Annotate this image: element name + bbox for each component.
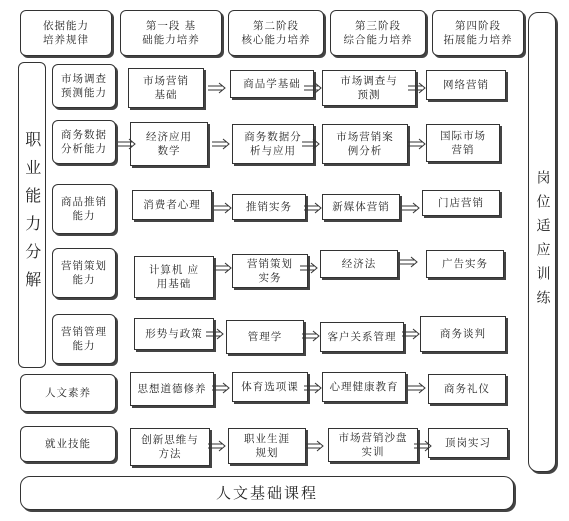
competency-group-box — [18, 62, 46, 368]
row-6-label: 人文素养 — [20, 374, 116, 412]
row-1-stage-4: 网络营销 — [426, 70, 506, 100]
arrow-r7-a — [208, 441, 225, 451]
row-5-label: 营销管理 能力 — [52, 314, 116, 364]
row-7-label: 就业技能 — [20, 426, 116, 462]
row-1-stage-3: 市场调查与 预测 — [322, 70, 416, 106]
row-5-stage-4: 商务谈判 — [420, 316, 506, 352]
arrow-r3-c — [402, 203, 419, 213]
competency-group-label: 职业能力分解 — [22, 131, 42, 299]
row-2-label: 商务数据 分析能力 — [52, 120, 116, 164]
row-2-stage-1: 经济应用 数学 — [130, 122, 208, 166]
row-5-stage-2: 管理学 — [226, 320, 304, 354]
row-6-stage-2: 体育选项课 — [232, 372, 308, 402]
row-7-stage-3: 市场营销沙盘 实训 — [328, 428, 418, 462]
post-adaptation-box — [528, 12, 556, 472]
row-1-label: 市场调查 预测能力 — [52, 64, 116, 108]
stage-1-header: 第一段 基 础能力培养 — [120, 10, 222, 56]
arrow-r4-c — [400, 257, 417, 267]
row-5-stage-1: 形势与政策 — [134, 318, 214, 350]
arrow-r5-b — [302, 331, 319, 341]
arrow-r6-a — [212, 383, 229, 393]
row-4-label: 营销策划 能力 — [52, 248, 116, 298]
arrow-r3-a — [214, 203, 231, 213]
arrow-r5-c — [402, 329, 419, 339]
row-1-stage-2: 商品学基础 — [230, 70, 314, 98]
row-5-stage-3: 客户关系管理 — [320, 322, 404, 352]
row-3-stage-1: 消费者心理 — [132, 190, 212, 220]
stage-3-header: 第三阶段 综合能力培养 — [330, 10, 426, 56]
footer-foundation-courses: 人文基础课程 — [20, 476, 514, 510]
row-6-stage-3: 心理健康教育 — [322, 372, 406, 402]
row-3-stage-4: 门店营销 — [422, 190, 500, 216]
row-7-stage-4: 顶岗实习 — [428, 428, 508, 458]
row-1-stage-1: 市场营销 基础 — [128, 68, 204, 108]
row-4-stage-3: 经济法 — [320, 250, 398, 278]
row-3-label: 商品推销 能力 — [52, 184, 116, 234]
row-7-stage-2: 职业生涯 规划 — [228, 428, 306, 464]
row-2-stage-3: 市场营销案 例分析 — [322, 124, 408, 164]
arrow-r2-a — [212, 139, 229, 149]
row-6-stage-1: 思想道德修养 — [130, 372, 214, 406]
row-4-stage-1: 计算机 应 用基础 — [134, 256, 214, 298]
row-2-stage-2: 商务数据分 析与应用 — [232, 124, 314, 164]
row-4-stage-4: 广告实务 — [426, 250, 504, 278]
arrow-r1-a — [208, 83, 225, 93]
arrow-r7-b — [306, 441, 323, 451]
stage-4-header: 第四阶段 拓展能力培养 — [432, 10, 524, 56]
arrow-r4-a — [214, 263, 231, 273]
header-corner: 依据能力 培养规律 — [20, 10, 112, 56]
arrow-r3-b — [304, 203, 321, 213]
row-7-stage-1: 创新思维与 方法 — [130, 428, 210, 466]
post-adaptation-label: 岗位适应训练 — [534, 170, 551, 314]
row-6-stage-4: 商务礼仪 — [428, 374, 506, 404]
row-4-stage-2: 营销策划 实务 — [232, 254, 308, 288]
arrow-r6-c — [408, 383, 425, 393]
row-2-stage-4: 国际市场 营销 — [426, 124, 500, 162]
row-3-stage-2: 推销实务 — [232, 194, 306, 220]
arrow-r2-c — [408, 139, 425, 149]
row-3-stage-3: 新媒体营销 — [322, 194, 400, 220]
stage-2-header: 第二阶段 核心能力培养 — [228, 10, 324, 56]
